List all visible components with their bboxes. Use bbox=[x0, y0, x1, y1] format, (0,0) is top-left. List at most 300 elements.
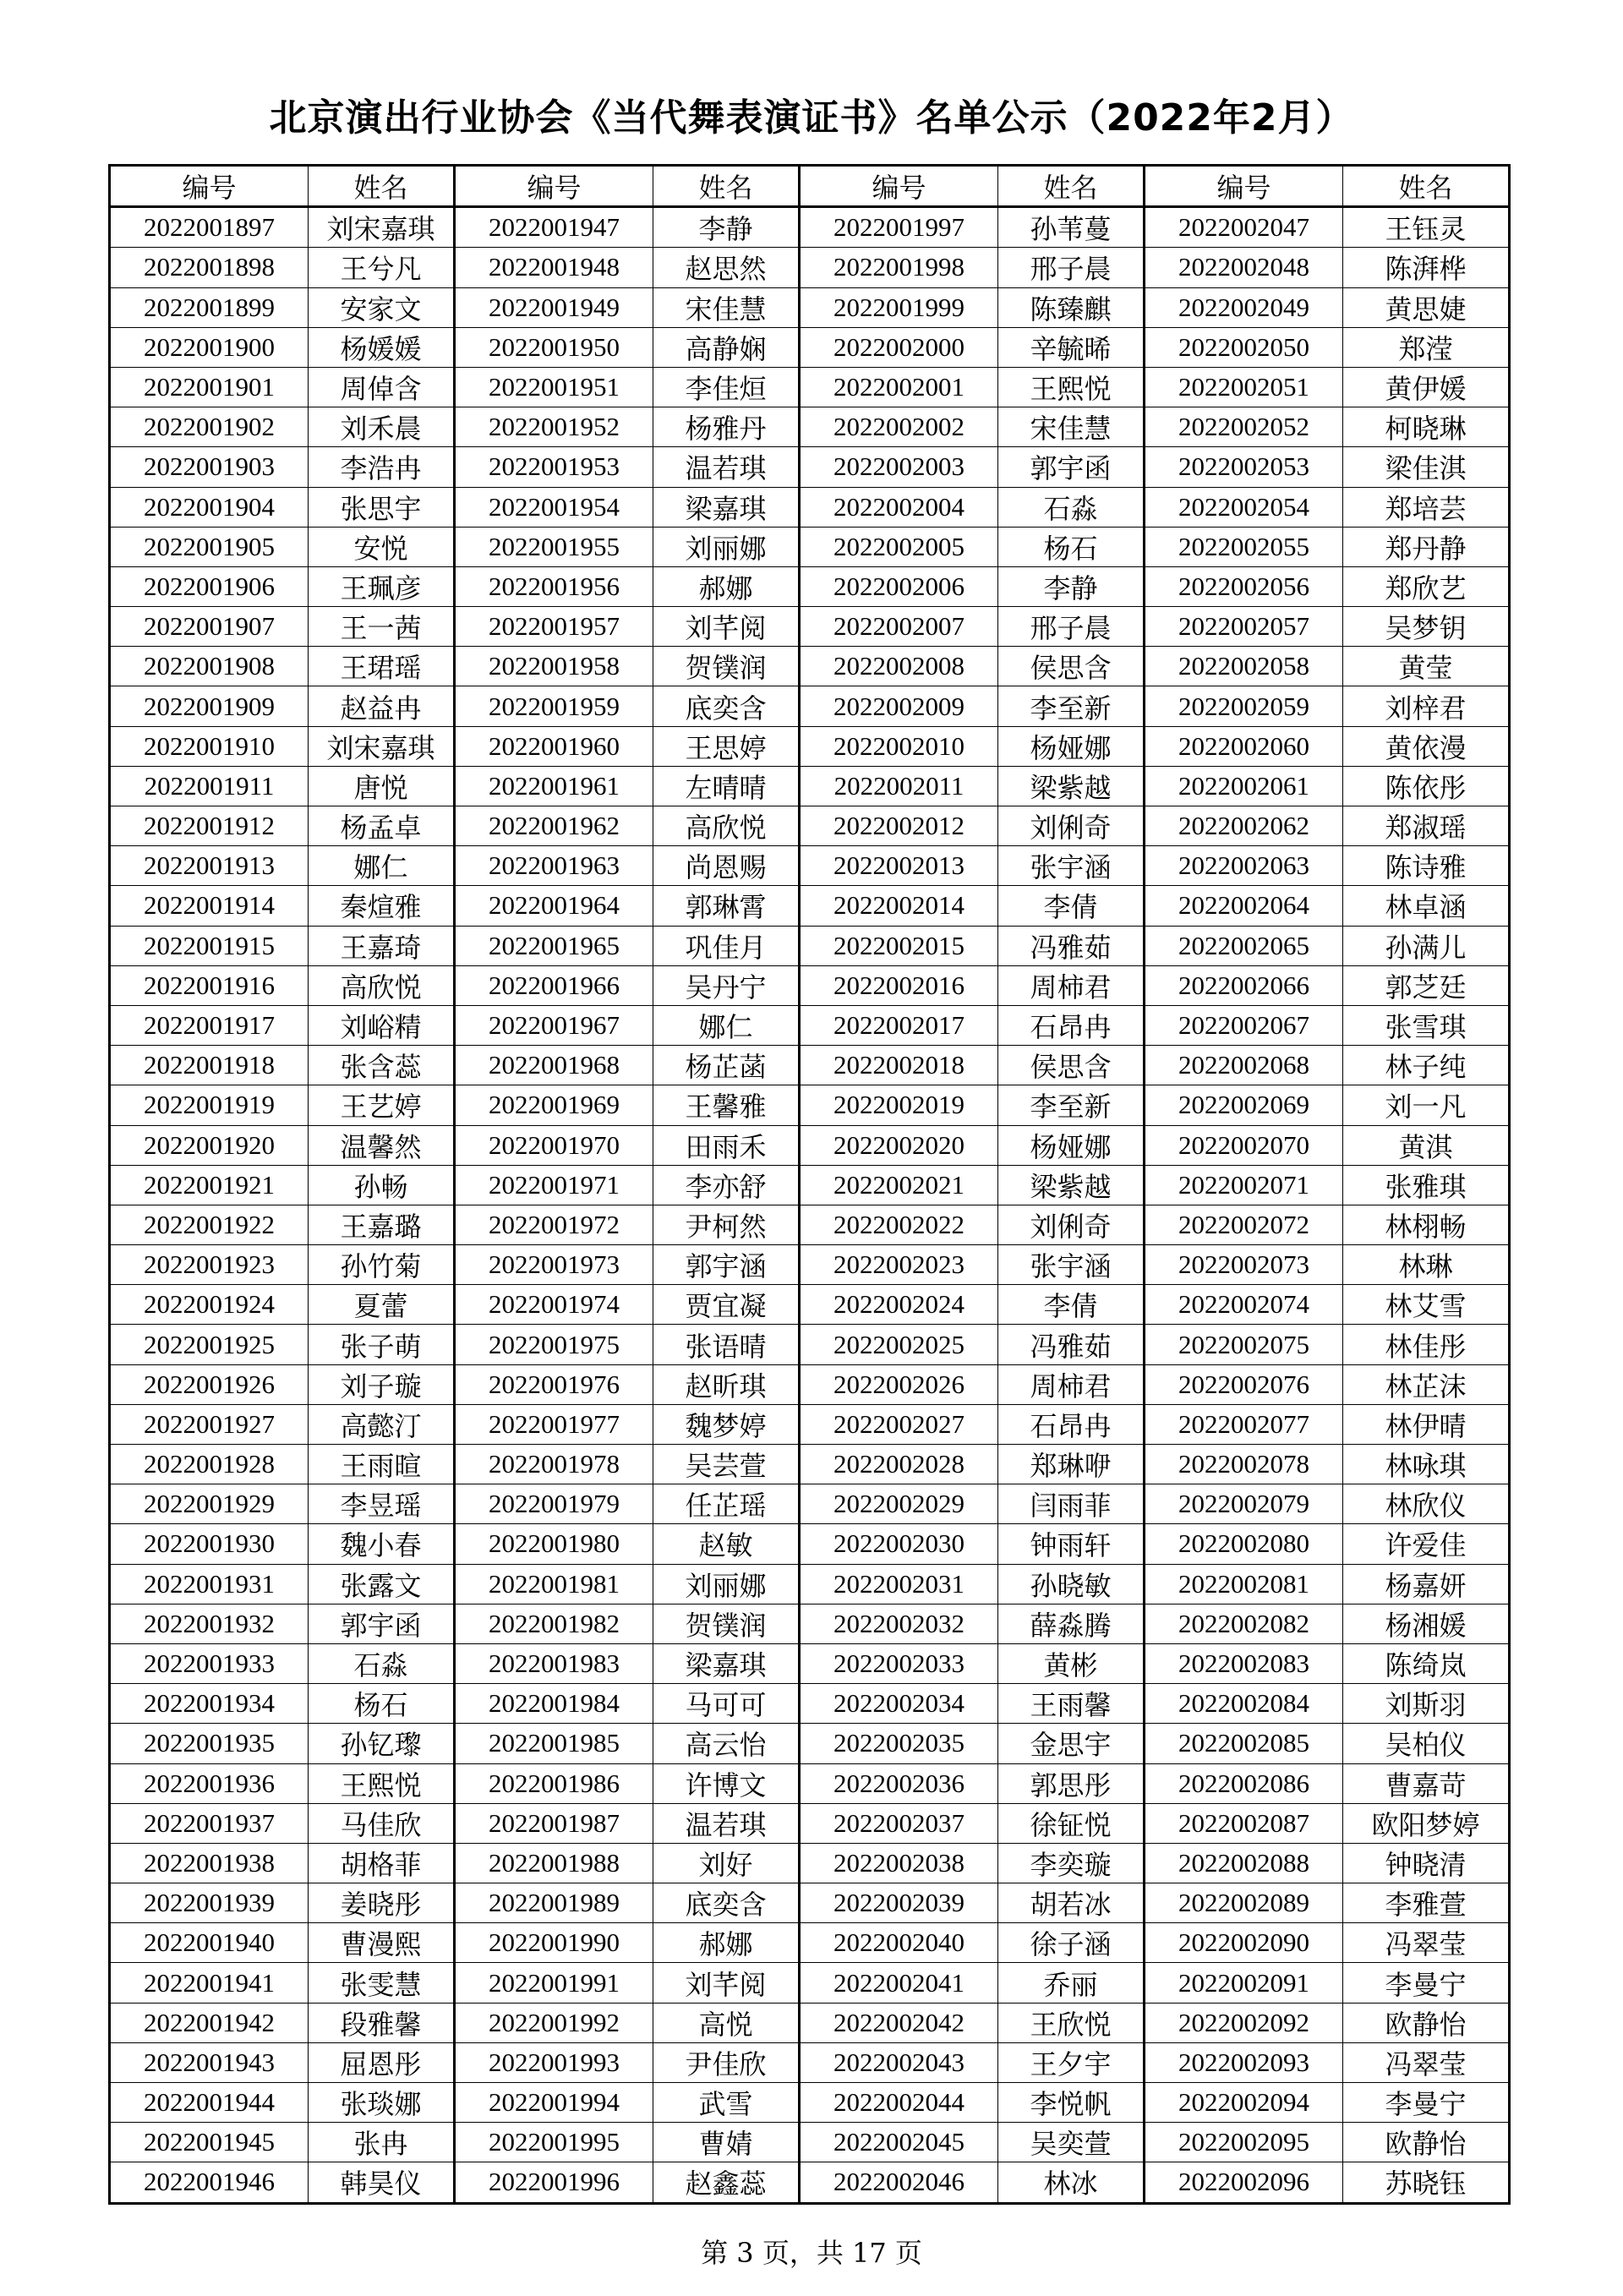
cell-name: 张雅琪 bbox=[1343, 1165, 1510, 1205]
column-header-id: 编号 bbox=[110, 166, 309, 207]
cell-id: 2022001942 bbox=[110, 2003, 309, 2042]
cell-id: 2022002019 bbox=[800, 1085, 998, 1125]
table-row bbox=[110, 1325, 1510, 1364]
cell-id: 2022002057 bbox=[1145, 607, 1343, 647]
cell-name: 刘芊阅 bbox=[653, 1963, 800, 2003]
table-row bbox=[110, 1285, 1510, 1325]
cell-id: 2022002089 bbox=[1145, 1883, 1343, 1923]
cell-name: 杨孟卓 bbox=[309, 806, 455, 846]
cell-name: 王钰灵 bbox=[1343, 207, 1510, 248]
table-row bbox=[110, 1005, 1510, 1045]
cell-id: 2022002023 bbox=[800, 1245, 998, 1285]
cell-name: 郭宇函 bbox=[309, 1604, 455, 1643]
cell-name: 刘好 bbox=[653, 1843, 800, 1883]
cell-name: 杨芷菡 bbox=[653, 1046, 800, 1085]
cell-name: 王熙悦 bbox=[309, 1763, 455, 1803]
column-header-id: 编号 bbox=[1145, 166, 1343, 207]
cell-id: 2022001905 bbox=[110, 527, 309, 566]
cell-id: 2022001951 bbox=[455, 367, 653, 407]
cell-id: 2022001944 bbox=[110, 2083, 309, 2123]
cell-name: 曹婧 bbox=[653, 2123, 800, 2162]
cell-id: 2022002083 bbox=[1145, 1643, 1343, 1683]
cell-id: 2022002096 bbox=[1145, 2162, 1343, 2203]
table-row bbox=[110, 686, 1510, 726]
cell-id: 2022001972 bbox=[455, 1205, 653, 1244]
cell-name: 宋佳慧 bbox=[653, 287, 800, 327]
cell-name: 刘宋嘉琪 bbox=[309, 207, 455, 248]
cell-name: 李佳烜 bbox=[653, 367, 800, 407]
cell-id: 2022001936 bbox=[110, 1763, 309, 1803]
cell-name: 冯翠莹 bbox=[1343, 2042, 1510, 2082]
cell-id: 2022002079 bbox=[1145, 1484, 1343, 1524]
cell-name: 徐子涵 bbox=[998, 1923, 1145, 1963]
cell-id: 2022001906 bbox=[110, 566, 309, 606]
cell-id: 2022001926 bbox=[110, 1364, 309, 1404]
cell-id: 2022001969 bbox=[455, 1085, 653, 1125]
cell-id: 2022002074 bbox=[1145, 1285, 1343, 1325]
cell-id: 2022002048 bbox=[1145, 248, 1343, 287]
cell-id: 2022002012 bbox=[800, 806, 998, 846]
cell-id: 2022001927 bbox=[110, 1404, 309, 1444]
cell-name: 张露文 bbox=[309, 1564, 455, 1604]
cell-name: 郭宇涵 bbox=[653, 1245, 800, 1285]
cell-id: 2022002052 bbox=[1145, 407, 1343, 447]
cell-id: 2022001992 bbox=[455, 2003, 653, 2042]
table-row bbox=[110, 566, 1510, 606]
cell-id: 2022001913 bbox=[110, 846, 309, 886]
cell-name: 李至新 bbox=[998, 1085, 1145, 1125]
cell-id: 2022002084 bbox=[1145, 1684, 1343, 1724]
cell-name: 郑欣艺 bbox=[1343, 566, 1510, 606]
cell-id: 2022001956 bbox=[455, 566, 653, 606]
table-row bbox=[110, 1484, 1510, 1524]
cell-id: 2022001957 bbox=[455, 607, 653, 647]
cell-id: 2022001918 bbox=[110, 1046, 309, 1085]
cell-id: 2022001958 bbox=[455, 647, 653, 686]
cell-id: 2022002060 bbox=[1145, 726, 1343, 766]
cell-name: 侯思含 bbox=[998, 647, 1145, 686]
cell-name: 马可可 bbox=[653, 1684, 800, 1724]
cell-name: 李奕璇 bbox=[998, 1843, 1145, 1883]
cell-id: 2022002026 bbox=[800, 1364, 998, 1404]
cell-id: 2022002092 bbox=[1145, 2003, 1343, 2042]
table-row bbox=[110, 367, 1510, 407]
cell-id: 2022002030 bbox=[800, 1524, 998, 1564]
cell-id: 2022001911 bbox=[110, 766, 309, 806]
cell-name: 刘宋嘉琪 bbox=[309, 726, 455, 766]
cell-name: 孙畅 bbox=[309, 1165, 455, 1205]
cell-name: 刘峪精 bbox=[309, 1005, 455, 1045]
cell-id: 2022001904 bbox=[110, 487, 309, 527]
cell-name: 金思宇 bbox=[998, 1724, 1145, 1763]
cell-name: 孙苇蔓 bbox=[998, 207, 1145, 248]
cell-name: 秦煊雅 bbox=[309, 886, 455, 926]
table-row bbox=[110, 1404, 1510, 1444]
cell-name: 石昂冉 bbox=[998, 1005, 1145, 1045]
table-row bbox=[110, 726, 1510, 766]
cell-id: 2022002076 bbox=[1145, 1364, 1343, 1404]
cell-name: 黄依漫 bbox=[1343, 726, 1510, 766]
cell-name: 林栩畅 bbox=[1343, 1205, 1510, 1244]
cell-id: 2022002041 bbox=[800, 1963, 998, 2003]
cell-id: 2022001933 bbox=[110, 1643, 309, 1683]
cell-id: 2022001982 bbox=[455, 1604, 653, 1643]
cell-id: 2022001994 bbox=[455, 2083, 653, 2123]
cell-id: 2022002008 bbox=[800, 647, 998, 686]
cell-name: 张含蕊 bbox=[309, 1046, 455, 1085]
table-body bbox=[110, 207, 1510, 2203]
cell-id: 2022002009 bbox=[800, 686, 998, 726]
cell-id: 2022001974 bbox=[455, 1285, 653, 1325]
cell-name: 梁紫越 bbox=[998, 1165, 1145, 1205]
table-row bbox=[110, 1046, 1510, 1085]
table-row bbox=[110, 1205, 1510, 1244]
cell-id: 2022001902 bbox=[110, 407, 309, 447]
cell-name: 欧阳梦婷 bbox=[1343, 1803, 1510, 1843]
cell-name: 侯思含 bbox=[998, 1046, 1145, 1085]
table-row bbox=[110, 1724, 1510, 1763]
cell-name: 郑培芸 bbox=[1343, 487, 1510, 527]
cell-name: 郑滢 bbox=[1343, 327, 1510, 367]
cell-name: 郑琳咿 bbox=[998, 1445, 1145, 1484]
cell-name: 贺镤润 bbox=[653, 647, 800, 686]
cell-id: 2022002082 bbox=[1145, 1604, 1343, 1643]
cell-id: 2022001995 bbox=[455, 2123, 653, 2162]
cell-id: 2022002054 bbox=[1145, 487, 1343, 527]
cell-id: 2022001934 bbox=[110, 1684, 309, 1724]
cell-name: 娜仁 bbox=[653, 1005, 800, 1045]
cell-id: 2022001916 bbox=[110, 965, 309, 1005]
cell-name: 魏小春 bbox=[309, 1524, 455, 1564]
cell-id: 2022001999 bbox=[800, 287, 998, 327]
cell-id: 2022001968 bbox=[455, 1046, 653, 1085]
cell-name: 邢子晨 bbox=[998, 607, 1145, 647]
table-row bbox=[110, 647, 1510, 686]
cell-id: 2022001977 bbox=[455, 1404, 653, 1444]
cell-name: 王珮彦 bbox=[309, 566, 455, 606]
cell-name: 左晴晴 bbox=[653, 766, 800, 806]
cell-name: 贾宜凝 bbox=[653, 1285, 800, 1325]
table-row bbox=[110, 1445, 1510, 1484]
column-header-name: 姓名 bbox=[1343, 166, 1510, 207]
cell-name: 张宇涵 bbox=[998, 846, 1145, 886]
cell-name: 温若琪 bbox=[653, 1803, 800, 1843]
cell-id: 2022002043 bbox=[800, 2042, 998, 2082]
cell-name: 高懿汀 bbox=[309, 1404, 455, 1444]
cell-id: 2022002001 bbox=[800, 367, 998, 407]
table-row bbox=[110, 1564, 1510, 1604]
cell-id: 2022002017 bbox=[800, 1005, 998, 1045]
cell-id: 2022002075 bbox=[1145, 1325, 1343, 1364]
cell-id: 2022001941 bbox=[110, 1963, 309, 2003]
cell-id: 2022001897 bbox=[110, 207, 309, 248]
table-row bbox=[110, 926, 1510, 965]
cell-id: 2022001997 bbox=[800, 207, 998, 248]
cell-id: 2022001919 bbox=[110, 1085, 309, 1125]
table-row bbox=[110, 207, 1510, 248]
cell-name: 温若琪 bbox=[653, 447, 800, 487]
cell-name: 张雪琪 bbox=[1343, 1005, 1510, 1045]
cell-name: 王嘉璐 bbox=[309, 1205, 455, 1244]
cell-id: 2022002088 bbox=[1145, 1843, 1343, 1883]
table-row bbox=[110, 407, 1510, 447]
cell-id: 2022002004 bbox=[800, 487, 998, 527]
cell-id: 2022002010 bbox=[800, 726, 998, 766]
cell-id: 2022002094 bbox=[1145, 2083, 1343, 2123]
cell-name: 林琳 bbox=[1343, 1245, 1510, 1285]
table-row bbox=[110, 1963, 1510, 2003]
table-row bbox=[110, 487, 1510, 527]
cell-id: 2022002031 bbox=[800, 1564, 998, 1604]
cell-id: 2022002047 bbox=[1145, 207, 1343, 248]
cell-id: 2022002016 bbox=[800, 965, 998, 1005]
cell-name: 苏晓钰 bbox=[1343, 2162, 1510, 2203]
cell-id: 2022001952 bbox=[455, 407, 653, 447]
table-row bbox=[110, 1883, 1510, 1923]
table-row bbox=[110, 327, 1510, 367]
cell-name: 邢子晨 bbox=[998, 248, 1145, 287]
cell-name: 刘俐奇 bbox=[998, 1205, 1145, 1244]
cell-name: 李亦舒 bbox=[653, 1165, 800, 1205]
cell-id: 2022001976 bbox=[455, 1364, 653, 1404]
cell-name: 魏梦婷 bbox=[653, 1404, 800, 1444]
cell-id: 2022001949 bbox=[455, 287, 653, 327]
cell-id: 2022001971 bbox=[455, 1165, 653, 1205]
cell-id: 2022002077 bbox=[1145, 1404, 1343, 1444]
cell-id: 2022002063 bbox=[1145, 846, 1343, 886]
cell-name: 陈绮岚 bbox=[1343, 1643, 1510, 1683]
table-row bbox=[110, 886, 1510, 926]
cell-name: 黄思婕 bbox=[1343, 287, 1510, 327]
cell-id: 2022001986 bbox=[455, 1763, 653, 1803]
cell-name: 王雨馨 bbox=[998, 1684, 1145, 1724]
cell-id: 2022001955 bbox=[455, 527, 653, 566]
cell-name: 石淼 bbox=[998, 487, 1145, 527]
cell-id: 2022001935 bbox=[110, 1724, 309, 1763]
cell-name: 林佳彤 bbox=[1343, 1325, 1510, 1364]
table-row bbox=[110, 965, 1510, 1005]
cell-id: 2022001946 bbox=[110, 2162, 309, 2203]
cell-id: 2022001909 bbox=[110, 686, 309, 726]
cell-name: 屈恩彤 bbox=[309, 2042, 455, 2082]
column-header-name: 姓名 bbox=[998, 166, 1145, 207]
cell-name: 杨石 bbox=[998, 527, 1145, 566]
cell-name: 李倩 bbox=[998, 886, 1145, 926]
cell-name: 薛淼腾 bbox=[998, 1604, 1145, 1643]
cell-id: 2022002064 bbox=[1145, 886, 1343, 926]
table-row bbox=[110, 1524, 1510, 1564]
cell-id: 2022001931 bbox=[110, 1564, 309, 1604]
cell-id: 2022002024 bbox=[800, 1285, 998, 1325]
cell-name: 陈臻麒 bbox=[998, 287, 1145, 327]
cell-id: 2022002085 bbox=[1145, 1724, 1343, 1763]
cell-id: 2022001947 bbox=[455, 207, 653, 248]
cell-name: 王馨雅 bbox=[653, 1085, 800, 1125]
cell-name: 赵思然 bbox=[653, 248, 800, 287]
cell-name: 欧静怡 bbox=[1343, 2003, 1510, 2042]
table-row bbox=[110, 1165, 1510, 1205]
cell-name: 王思婷 bbox=[653, 726, 800, 766]
cell-id: 2022001915 bbox=[110, 926, 309, 965]
table-row bbox=[110, 248, 1510, 287]
cell-id: 2022002020 bbox=[800, 1125, 998, 1165]
cell-id: 2022001950 bbox=[455, 327, 653, 367]
cell-id: 2022002080 bbox=[1145, 1524, 1343, 1564]
cell-id: 2022001900 bbox=[110, 327, 309, 367]
cell-name: 贺镤润 bbox=[653, 1604, 800, 1643]
cell-name: 巩佳月 bbox=[653, 926, 800, 965]
cell-name: 尹柯然 bbox=[653, 1205, 800, 1244]
cell-id: 2022002067 bbox=[1145, 1005, 1343, 1045]
cell-name: 李悦帆 bbox=[998, 2083, 1145, 2123]
cell-name: 李至新 bbox=[998, 686, 1145, 726]
cell-id: 2022002093 bbox=[1145, 2042, 1343, 2082]
cell-id: 2022001965 bbox=[455, 926, 653, 965]
table-row bbox=[110, 527, 1510, 566]
table-row bbox=[110, 1643, 1510, 1683]
cell-name: 郭芝廷 bbox=[1343, 965, 1510, 1005]
page-title: 北京演出行业协会《当代舞表演证书》名单公示（2022年2月） bbox=[269, 96, 1354, 139]
cell-id: 2022002071 bbox=[1145, 1165, 1343, 1205]
cell-id: 2022002032 bbox=[800, 1604, 998, 1643]
cell-id: 2022001954 bbox=[455, 487, 653, 527]
cell-name: 王艺婷 bbox=[309, 1085, 455, 1125]
cell-id: 2022001963 bbox=[455, 846, 653, 886]
cell-name: 高欣悦 bbox=[309, 965, 455, 1005]
cell-id: 2022002086 bbox=[1145, 1763, 1343, 1803]
cell-id: 2022001988 bbox=[455, 1843, 653, 1883]
table-row bbox=[110, 1803, 1510, 1843]
cell-name: 高静娴 bbox=[653, 327, 800, 367]
table-row bbox=[110, 1085, 1510, 1125]
cell-name: 黄莹 bbox=[1343, 647, 1510, 686]
cell-name: 冯雅茹 bbox=[998, 1325, 1145, 1364]
cell-id: 2022001929 bbox=[110, 1484, 309, 1524]
cell-id: 2022001937 bbox=[110, 1803, 309, 1843]
table-row bbox=[110, 2042, 1510, 2082]
cell-id: 2022001932 bbox=[110, 1604, 309, 1643]
cell-name: 林卓涵 bbox=[1343, 886, 1510, 926]
cell-id: 2022001964 bbox=[455, 886, 653, 926]
cell-name: 黄彬 bbox=[998, 1643, 1145, 1683]
cell-name: 冯翠莹 bbox=[1343, 1923, 1510, 1963]
cell-name: 胡若冰 bbox=[998, 1883, 1145, 1923]
cell-name: 李曼宁 bbox=[1343, 2083, 1510, 2123]
cell-name: 赵敏 bbox=[653, 1524, 800, 1564]
cell-name: 郑丹静 bbox=[1343, 527, 1510, 566]
cell-name: 赵昕琪 bbox=[653, 1364, 800, 1404]
cell-name: 闫雨菲 bbox=[998, 1484, 1145, 1524]
cell-name: 刘芊阅 bbox=[653, 607, 800, 647]
cell-name: 曹嘉苛 bbox=[1343, 1763, 1510, 1803]
cell-id: 2022001899 bbox=[110, 287, 309, 327]
cell-id: 2022002046 bbox=[800, 2162, 998, 2203]
cell-id: 2022001983 bbox=[455, 1643, 653, 1683]
cell-id: 2022002034 bbox=[800, 1684, 998, 1724]
cell-name: 李昱瑶 bbox=[309, 1484, 455, 1524]
cell-name: 郭琳霄 bbox=[653, 886, 800, 926]
cell-name: 杨石 bbox=[309, 1684, 455, 1724]
cell-id: 2022002059 bbox=[1145, 686, 1343, 726]
cell-name: 杨娅娜 bbox=[998, 1125, 1145, 1165]
cell-id: 2022001898 bbox=[110, 248, 309, 287]
cell-name: 张语晴 bbox=[653, 1325, 800, 1364]
cell-id: 2022001912 bbox=[110, 806, 309, 846]
cell-name: 钟晓清 bbox=[1343, 1843, 1510, 1883]
table-row bbox=[110, 2003, 1510, 2042]
cell-id: 2022001978 bbox=[455, 1445, 653, 1484]
cell-id: 2022001940 bbox=[110, 1923, 309, 1963]
cell-name: 刘子璇 bbox=[309, 1364, 455, 1404]
cell-name: 尚恩赐 bbox=[653, 846, 800, 886]
cell-name: 高云怡 bbox=[653, 1724, 800, 1763]
cell-id: 2022002078 bbox=[1145, 1445, 1343, 1484]
cell-name: 郝娜 bbox=[653, 1923, 800, 1963]
cell-name: 刘禾晨 bbox=[309, 407, 455, 447]
cell-name: 刘俐奇 bbox=[998, 806, 1145, 846]
cell-id: 2022002027 bbox=[800, 1404, 998, 1444]
cell-name: 陈湃桦 bbox=[1343, 248, 1510, 287]
cell-id: 2022001998 bbox=[800, 248, 998, 287]
cell-name: 李静 bbox=[998, 566, 1145, 606]
cell-id: 2022002062 bbox=[1145, 806, 1343, 846]
cell-name: 林冰 bbox=[998, 2162, 1145, 2203]
cell-name: 吴丹宁 bbox=[653, 965, 800, 1005]
cell-id: 2022001993 bbox=[455, 2042, 653, 2082]
cell-name: 王兮凡 bbox=[309, 248, 455, 287]
cell-name: 刘丽娜 bbox=[653, 527, 800, 566]
cell-name: 周倬含 bbox=[309, 367, 455, 407]
cell-id: 2022001959 bbox=[455, 686, 653, 726]
cell-name: 任芷瑶 bbox=[653, 1484, 800, 1524]
cell-id: 2022001967 bbox=[455, 1005, 653, 1045]
cell-id: 2022002018 bbox=[800, 1046, 998, 1085]
cell-name: 张雯慧 bbox=[309, 1963, 455, 2003]
cell-name: 柯晓琳 bbox=[1343, 407, 1510, 447]
cell-name: 林咏琪 bbox=[1343, 1445, 1510, 1484]
cell-id: 2022001987 bbox=[455, 1803, 653, 1843]
cell-name: 徐钲悦 bbox=[998, 1803, 1145, 1843]
table-row bbox=[110, 1125, 1510, 1165]
cell-id: 2022001966 bbox=[455, 965, 653, 1005]
table-row bbox=[110, 607, 1510, 647]
cell-name: 石淼 bbox=[309, 1643, 455, 1683]
cell-name: 黄淇 bbox=[1343, 1125, 1510, 1165]
cell-name: 周柿君 bbox=[998, 1364, 1145, 1404]
name-list-table bbox=[108, 164, 1511, 2205]
column-header-id: 编号 bbox=[800, 166, 998, 207]
cell-id: 2022001910 bbox=[110, 726, 309, 766]
cell-name: 宋佳慧 bbox=[998, 407, 1145, 447]
cell-id: 2022001989 bbox=[455, 1883, 653, 1923]
cell-id: 2022002087 bbox=[1145, 1803, 1343, 1843]
cell-id: 2022001921 bbox=[110, 1165, 309, 1205]
cell-id: 2022002038 bbox=[800, 1843, 998, 1883]
cell-name: 赵益冉 bbox=[309, 686, 455, 726]
cell-name: 杨湘媛 bbox=[1343, 1604, 1510, 1643]
cell-name: 梁佳淇 bbox=[1343, 447, 1510, 487]
cell-id: 2022002091 bbox=[1145, 1963, 1343, 2003]
cell-name: 武雪 bbox=[653, 2083, 800, 2123]
cell-name: 欧静怡 bbox=[1343, 2123, 1510, 2162]
cell-id: 2022001991 bbox=[455, 1963, 653, 2003]
cell-id: 2022001917 bbox=[110, 1005, 309, 1045]
cell-name: 钟雨轩 bbox=[998, 1524, 1145, 1564]
column-header-name: 姓名 bbox=[653, 166, 800, 207]
cell-id: 2022002069 bbox=[1145, 1085, 1343, 1125]
table-row bbox=[110, 846, 1510, 886]
cell-id: 2022002033 bbox=[800, 1643, 998, 1683]
